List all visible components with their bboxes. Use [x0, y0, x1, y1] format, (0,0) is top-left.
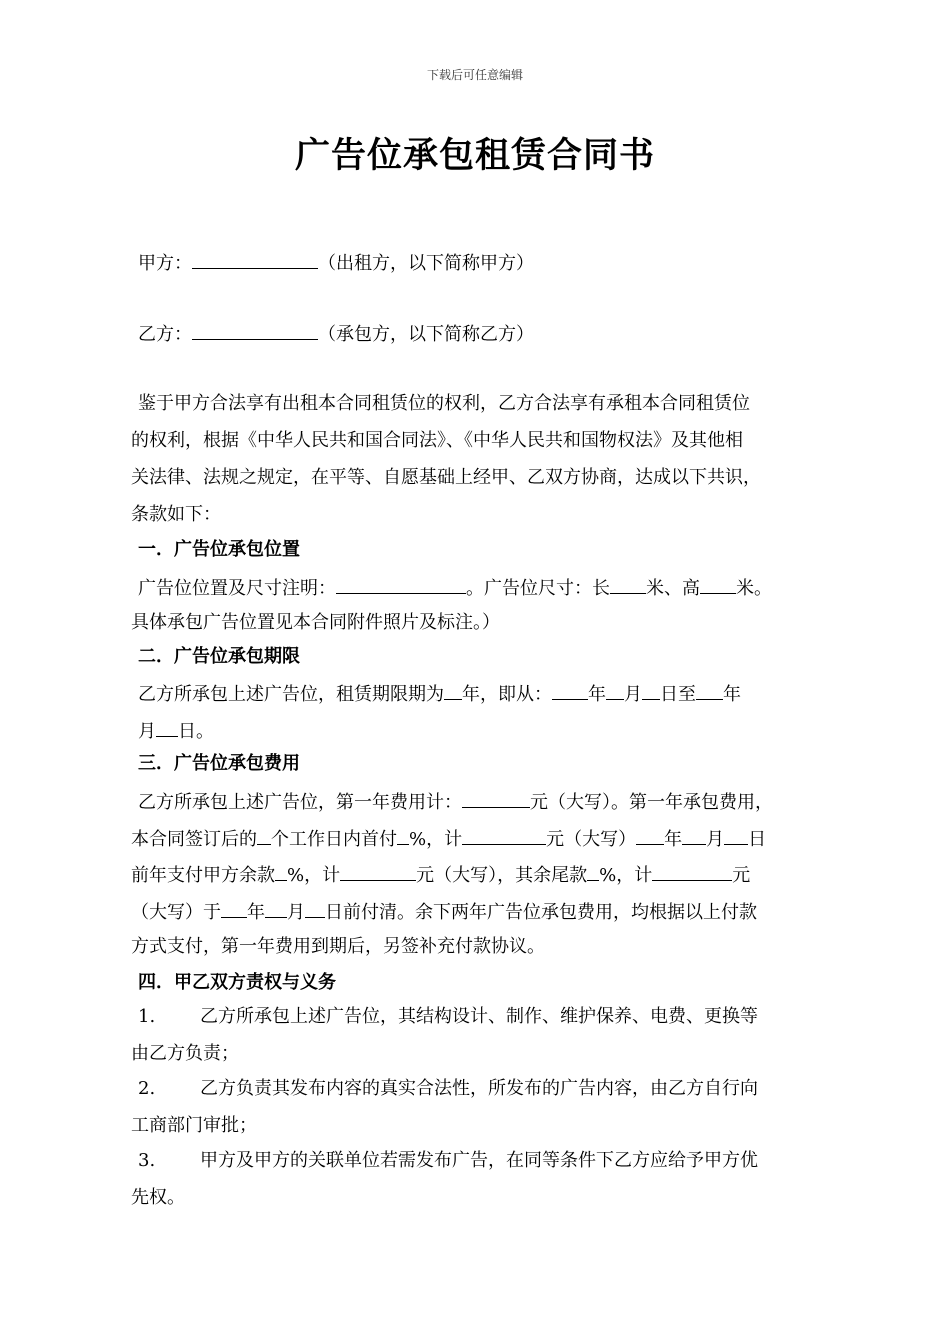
- final-year-blank[interactable]: [221, 898, 247, 918]
- party-a-line: [138, 249, 828, 276]
- item-text: 乙方所承包上述广告位，其结构设计、制作、维护保养、电费、更换等: [200, 1006, 758, 1027]
- text: 日: [748, 829, 767, 850]
- section-3-line: [138, 788, 828, 815]
- final-amount-blank[interactable]: [652, 861, 732, 881]
- end-year-blank[interactable]: [696, 680, 723, 700]
- text: 年: [723, 684, 741, 705]
- text: 月: [138, 721, 156, 742]
- text: 本合同签订后的: [131, 829, 257, 850]
- balance-amount-blank[interactable]: [340, 861, 416, 881]
- party-a-label: 甲方：: [138, 253, 192, 274]
- document-title: 广告位承包租赁合同书: [294, 135, 655, 176]
- text: 米。: [736, 578, 772, 599]
- text: 月: [706, 829, 725, 850]
- party-b-line: [138, 320, 828, 347]
- text: 乙方所承包上述广告位，第一年费用计：: [138, 792, 462, 813]
- item-number: 3.: [138, 1150, 156, 1171]
- text: 日至: [660, 684, 696, 705]
- preamble-line: 关法律、法规之规定，在平等、自愿基础上经甲、乙双方协商，达成以下共识，: [131, 467, 761, 488]
- party-b-blank[interactable]: [192, 320, 318, 340]
- final-month-blank[interactable]: [265, 898, 287, 918]
- list-item: [138, 1005, 828, 1029]
- final-percent-blank[interactable]: [587, 861, 599, 881]
- text: 年，即从：: [462, 684, 552, 705]
- section-4-heading: 四．甲乙双方责权与义务: [138, 972, 336, 993]
- section-3-line: [131, 861, 821, 888]
- header-note: 下载后可任意编辑: [426, 68, 523, 82]
- preamble-line: 条款如下：: [131, 504, 221, 525]
- section-1-line: 具体承包广告位置见本合同附件照片及标注。）: [131, 612, 500, 633]
- preamble-line: 的权利，根据《中华人民共和国合同法》、《中华人民共和国物权法》及其他相: [131, 430, 743, 451]
- text: 元（大写）。第一年承包费用，: [530, 792, 773, 813]
- text: 年: [247, 902, 265, 923]
- list-item-continuation: 工商部门审批；: [131, 1115, 257, 1136]
- text: 元: [732, 865, 751, 886]
- party-a-note: （出租方，以下简称甲方）: [318, 253, 534, 274]
- section-1-heading: 一．广告位承包位置: [138, 539, 300, 560]
- preamble-line: 鉴于甲方合法享有出租本合同租赁位的权利，乙方合法享有承租本合同租赁位: [138, 393, 750, 414]
- text: 年: [588, 684, 606, 705]
- item-text: 乙方负责其发布内容的真实合法性，所发布的广告内容，由乙方自行向: [200, 1078, 758, 1099]
- first-pay-amount-blank[interactable]: [462, 825, 546, 845]
- day-blank[interactable]: [724, 825, 748, 845]
- text: 元（大写）: [546, 829, 637, 850]
- list-item-continuation: 先权。: [131, 1187, 185, 1208]
- text: 月: [624, 684, 642, 705]
- section-3-line: [131, 898, 821, 925]
- text: 广告位位置及尺寸注明：: [138, 578, 336, 599]
- item-number: 2.: [138, 1078, 156, 1099]
- fee-blank[interactable]: [462, 788, 530, 808]
- section-3-line: [131, 825, 821, 852]
- location-blank[interactable]: [336, 574, 466, 594]
- workdays-blank[interactable]: [257, 825, 271, 845]
- month-blank[interactable]: [682, 825, 706, 845]
- item-text: 甲方及甲方的关联单位若需发布广告，在同等条件下乙方应给予甲方优: [200, 1150, 758, 1171]
- list-item: [138, 1149, 828, 1173]
- height-blank[interactable]: [700, 574, 736, 594]
- final-day-blank[interactable]: [305, 898, 325, 918]
- section-2-line: [138, 680, 828, 707]
- text: 。广告位尺寸：长: [466, 578, 610, 599]
- item-number: 1.: [138, 1006, 156, 1027]
- start-day-blank[interactable]: [642, 680, 660, 700]
- text: 元（大写），其余尾款: [416, 865, 588, 886]
- party-a-blank[interactable]: [192, 249, 318, 269]
- list-item-continuation: 由乙方负责；: [131, 1043, 239, 1064]
- start-year-blank[interactable]: [552, 680, 588, 700]
- length-blank[interactable]: [610, 574, 646, 594]
- text: 日前付清。余下两年广告位承包费用，均根据以上付款: [325, 902, 757, 923]
- first-pay-percent-blank[interactable]: [397, 825, 409, 845]
- text: 日。: [178, 721, 214, 742]
- text: 个工作日内首付: [271, 829, 397, 850]
- text: 年: [664, 829, 683, 850]
- party-b-note: （承包方，以下简称乙方）: [318, 324, 534, 345]
- text: 前年支付甲方余款: [131, 865, 275, 886]
- end-day-blank[interactable]: [156, 717, 178, 737]
- section-3-heading: 三．广告位承包费用: [138, 753, 300, 774]
- text: %，计: [409, 829, 463, 850]
- party-b-label: 乙方：: [138, 324, 192, 345]
- balance-percent-blank[interactable]: [275, 861, 287, 881]
- term-years-blank[interactable]: [444, 680, 462, 700]
- text: 月: [287, 902, 305, 923]
- section-3-line: 方式支付，第一年费用到期后，另签补充付款协议。: [131, 936, 545, 957]
- text: 米、高: [646, 578, 700, 599]
- list-item: [138, 1077, 828, 1101]
- section-2-line: [138, 717, 828, 744]
- year-blank[interactable]: [636, 825, 664, 845]
- text: （大写）于: [131, 902, 221, 923]
- section-2-heading: 二．广告位承包期限: [138, 646, 300, 667]
- text: %，计: [287, 865, 341, 886]
- text: 乙方所承包上述广告位，租赁期限期为: [138, 684, 444, 705]
- text: %，计: [599, 865, 653, 886]
- section-1-line: [138, 574, 828, 601]
- start-month-blank[interactable]: [606, 680, 624, 700]
